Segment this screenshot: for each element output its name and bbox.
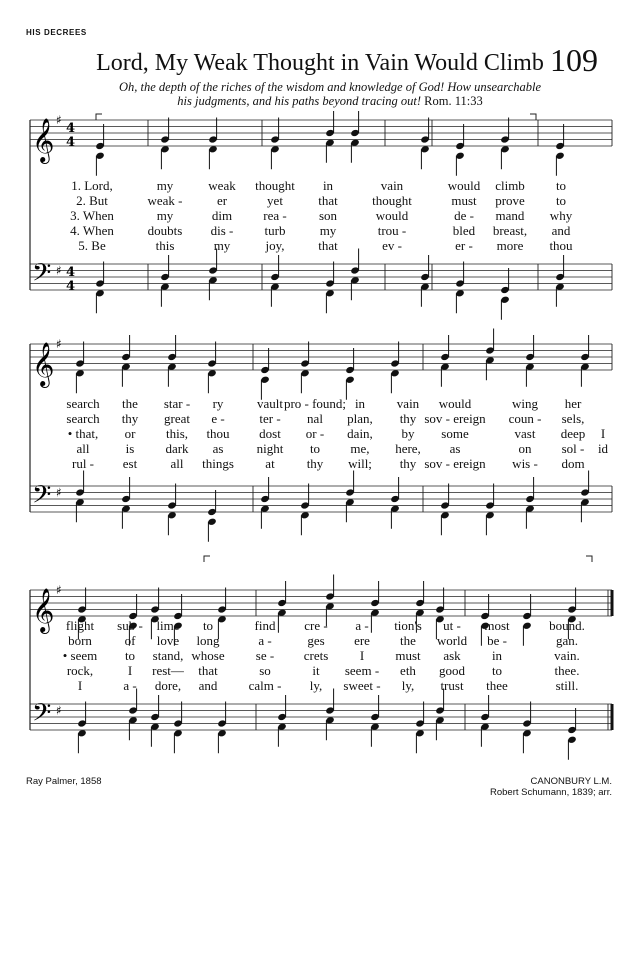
lyric-syllable: ut - xyxy=(443,618,461,633)
lyric-syllable: me, xyxy=(350,441,370,456)
lyric-syllable: my xyxy=(213,238,231,253)
lyric-syllable: climb xyxy=(495,178,525,193)
treble-clef-icon: 𝄞 xyxy=(32,342,55,386)
lyric-syllable: at xyxy=(265,456,275,471)
lyric-syllable: the xyxy=(400,633,416,648)
lyric-syllable: so xyxy=(259,663,271,678)
lyric-syllable: her xyxy=(564,396,582,411)
lyric-syllable: est xyxy=(122,456,138,471)
phrase-start-bracket xyxy=(96,114,102,120)
lyric-syllable: pro - found; xyxy=(283,396,347,411)
lyric-syllable: long xyxy=(196,633,220,648)
lyric-syllable: wis - xyxy=(512,456,538,471)
lyric-syllable: gan. xyxy=(555,633,579,648)
sharp-key-signature-icon: ♯ xyxy=(56,113,62,127)
lyric-syllable: coun - xyxy=(508,411,542,426)
lyric-syllable: dark xyxy=(165,441,189,456)
lyric-syllable: dore, xyxy=(154,678,182,693)
tune-credit xyxy=(490,776,612,798)
lyric-syllable: son xyxy=(318,208,338,223)
lyric-syllable: lime xyxy=(156,618,180,633)
lyric-syllable: thee. xyxy=(554,663,580,678)
lyric-syllable: er xyxy=(216,193,228,208)
lyric-syllable: to xyxy=(202,618,214,633)
epigraph-line-2-text: his judgments, and his paths beyond tracing out! xyxy=(177,94,422,108)
lyric-syllable: or - xyxy=(305,426,325,441)
phrase-end-bracket xyxy=(586,556,592,562)
lyric-syllable: is xyxy=(125,441,135,456)
lyric-syllable: crets xyxy=(303,648,329,663)
lyric-syllable: to xyxy=(124,648,136,663)
lyric-syllable: thou xyxy=(549,238,573,253)
lyric-syllable: e - xyxy=(211,411,225,426)
author-credit: Ray Palmer, 1858 xyxy=(26,776,102,787)
lyric-syllable: dim xyxy=(211,208,233,223)
treble-clef-icon: 𝄞 xyxy=(32,118,55,162)
lyric-syllable: some xyxy=(441,426,469,441)
lyric-syllable: thy xyxy=(399,456,417,471)
lyric-syllable: or xyxy=(124,426,136,441)
hymn-number: 109 xyxy=(550,42,598,78)
lyric-syllable: trust xyxy=(440,678,464,693)
lyric-syllable: born xyxy=(68,633,92,648)
lyric-syllable: more xyxy=(496,238,524,253)
sharp-key-signature-icon: ♯ xyxy=(56,583,62,597)
lyric-syllable: must xyxy=(395,648,421,663)
lyric-syllable: to xyxy=(309,441,321,456)
lyric-syllable: my xyxy=(319,223,337,238)
lyric-syllable: here, xyxy=(395,441,421,456)
lyric-syllable: dain, xyxy=(347,426,373,441)
sharp-key-signature-icon: ♯ xyxy=(56,485,62,500)
phrase-start-bracket xyxy=(204,556,210,562)
lyric-syllable: rest— xyxy=(152,663,184,678)
lyric-syllable: sels, xyxy=(561,411,585,426)
lyric-syllable: must xyxy=(451,193,477,208)
lyric-syllable: still. xyxy=(555,678,579,693)
lyric-syllable: star - xyxy=(163,396,191,411)
lyric-syllable: my xyxy=(156,178,174,193)
lyric-syllable: thy xyxy=(306,456,324,471)
lyric-syllable: cre - xyxy=(304,618,328,633)
lyric-syllable: would xyxy=(438,396,472,411)
composer-credit: Robert Schumann, 1839; arr. xyxy=(490,787,612,798)
lyric-syllable: deep xyxy=(560,426,586,441)
time-signature-bottom: 4 xyxy=(66,279,76,294)
lyric-syllable: I xyxy=(77,678,83,693)
lyric-syllable: ere xyxy=(354,633,370,648)
lyric-syllable: weak - xyxy=(147,193,183,208)
lyric-syllable: that xyxy=(318,238,338,253)
lyric-syllable: a - xyxy=(123,678,137,693)
phrase-end-bracket xyxy=(530,114,536,120)
lyric-syllable: my xyxy=(156,208,174,223)
lyric-syllable: trou - xyxy=(377,223,407,238)
lyric-syllable: all xyxy=(76,441,90,456)
lyric-syllable: and xyxy=(198,678,218,693)
lyric-syllable: on xyxy=(518,441,532,456)
lyric-syllable: yet xyxy=(267,193,283,208)
lyric-syllable: search xyxy=(66,411,100,426)
lyric-syllable: de - xyxy=(454,208,474,223)
lyric-syllable: search xyxy=(66,396,100,411)
lyric-syllable: id xyxy=(597,441,609,456)
lyric-syllable: ev - xyxy=(382,238,402,253)
lyric-syllable: whose xyxy=(191,648,225,663)
lyric-syllable: dis - xyxy=(210,223,234,238)
lyric-syllable: bound. xyxy=(549,618,585,633)
lyric-syllable: the xyxy=(122,396,138,411)
lyric-syllable: doubts xyxy=(147,223,183,238)
lyric-syllable: ter - xyxy=(259,411,281,426)
lyric-syllable: that xyxy=(198,663,218,678)
lyric-syllable: seem - xyxy=(344,663,380,678)
lyric-syllable: all xyxy=(170,456,184,471)
lyric-syllable: vain. xyxy=(554,648,580,663)
lyric-syllable: a - xyxy=(355,618,369,633)
lyric-syllable: thee xyxy=(486,678,508,693)
lyric-syllable: 4. When xyxy=(70,223,114,238)
lyric-syllable: and xyxy=(551,223,571,238)
lyric-syllable: joy, xyxy=(265,238,285,253)
epigraph-line-1: Oh, the depth of the riches of the wisdom and knowledge of God! How unsearchable xyxy=(118,80,542,94)
lyric-syllable: I xyxy=(127,663,133,678)
lyric-syllable: ges xyxy=(307,633,325,648)
lyric-syllable: vault xyxy=(257,396,283,411)
lyric-syllable: as xyxy=(212,441,224,456)
lyric-syllable: sol - xyxy=(561,441,585,456)
lyric-syllable: ask xyxy=(443,648,461,663)
lyric-syllable: prove xyxy=(495,193,525,208)
lyric-syllable: se - xyxy=(255,648,275,663)
lyric-syllable: world xyxy=(436,633,468,648)
tune-name: CANONBURY L.M. xyxy=(530,776,612,787)
lyric-syllable: love xyxy=(156,633,180,648)
lyric-syllable: to xyxy=(555,178,567,193)
lyric-syllable: why xyxy=(549,208,573,223)
lyric-syllable: great xyxy=(164,411,190,426)
lyric-syllable: calm - xyxy=(248,678,282,693)
lyric-syllable: most xyxy=(484,618,510,633)
sharp-key-signature-icon: ♯ xyxy=(56,337,62,351)
time-signature-top: 4 xyxy=(66,265,76,280)
lyric-syllable: thought xyxy=(255,178,295,193)
lyric-syllable: I xyxy=(600,426,606,441)
lyric-syllable: rock, xyxy=(66,663,94,678)
bass-clef-icon: 𝄢 xyxy=(32,258,52,294)
lyric-syllable: plan, xyxy=(347,411,373,426)
lyric-syllable: wing xyxy=(512,396,538,411)
lyric-syllable: to xyxy=(555,193,567,208)
lyric-syllable: thou xyxy=(206,426,230,441)
lyric-syllable: thy xyxy=(399,411,417,426)
lyric-syllable: weak xyxy=(208,178,236,193)
lyric-syllable: turb xyxy=(264,223,286,238)
lyric-syllable: in xyxy=(322,178,334,193)
lyric-syllable: rul - xyxy=(71,456,95,471)
bass-clef-icon: 𝄢 xyxy=(32,480,52,516)
lyric-syllable: 2. But xyxy=(76,193,108,208)
lyric-syllable: bled xyxy=(452,223,476,238)
lyric-syllable: sub - xyxy=(117,618,143,633)
lyric-syllable: this xyxy=(155,238,175,253)
sharp-key-signature-icon: ♯ xyxy=(56,263,62,278)
lyric-syllable: • that, xyxy=(67,426,99,441)
lyric-syllable: stand, xyxy=(152,648,184,663)
lyric-syllable: ry xyxy=(212,396,224,411)
lyric-syllable: that xyxy=(318,193,338,208)
lyric-syllable: of xyxy=(124,633,136,648)
lyric-syllable: ly, xyxy=(309,678,323,693)
lyric-syllable: will; xyxy=(348,456,372,471)
lyric-syllable: 1. Lord, xyxy=(71,178,113,193)
lyric-syllable: dost xyxy=(259,426,281,441)
lyric-syllable: sweet - xyxy=(343,678,381,693)
lyric-syllable: in xyxy=(491,648,503,663)
time-signature-top: 4 xyxy=(66,121,76,136)
lyric-syllable: sov - ereign xyxy=(424,411,486,426)
lyric-syllable: things xyxy=(202,456,234,471)
scripture-reference: Rom. 11:33 xyxy=(424,94,483,108)
lyric-syllable: would xyxy=(375,208,409,223)
lyric-syllable: • seem xyxy=(62,648,98,663)
lyric-syllable: night xyxy=(256,441,284,456)
lyric-syllable: vain xyxy=(380,178,404,193)
lyric-syllable: sov - ereign xyxy=(424,456,486,471)
hymn-title: Lord, My Weak Thought in Vain Would Climb xyxy=(96,50,544,76)
lyric-syllable: to xyxy=(491,663,503,678)
lyric-syllable: thought xyxy=(372,193,412,208)
section-label: HIS DECREES xyxy=(26,28,87,37)
lyric-syllable: eth xyxy=(400,663,416,678)
lyric-syllable: flight xyxy=(65,618,95,633)
lyric-syllable: ly, xyxy=(401,678,415,693)
lyric-syllable: good xyxy=(439,663,465,678)
lyric-syllable: dom xyxy=(561,456,585,471)
lyric-syllable: in xyxy=(354,396,366,411)
lyric-syllable: vast xyxy=(514,426,536,441)
lyric-syllable: a - xyxy=(258,633,272,648)
lyric-syllable: it xyxy=(312,663,320,678)
lyric-syllable: er - xyxy=(455,238,473,253)
lyric-syllable: 3. When xyxy=(70,208,114,223)
lyric-syllable: tion's xyxy=(394,618,422,633)
lyric-syllable: would xyxy=(447,178,481,193)
sharp-key-signature-icon: ♯ xyxy=(56,703,62,718)
lyric-syllable: mand xyxy=(495,208,525,223)
lyric-syllable: I xyxy=(359,648,365,663)
lyric-syllable: by xyxy=(401,426,415,441)
lyric-syllable: 5. Be xyxy=(78,238,106,253)
lyric-syllable: nal xyxy=(307,411,323,426)
bass-clef-icon: 𝄢 xyxy=(32,698,52,734)
lyric-syllable: as xyxy=(449,441,461,456)
lyric-syllable: breast, xyxy=(492,223,528,238)
treble-clef-icon: 𝄞 xyxy=(32,588,55,632)
lyric-syllable: vain xyxy=(396,396,420,411)
time-signature-bottom: 4 xyxy=(66,135,76,150)
lyric-syllable: be - xyxy=(487,633,507,648)
lyric-syllable: find xyxy=(254,618,276,633)
lyric-syllable: this, xyxy=(165,426,189,441)
lyric-syllable: thy xyxy=(121,411,139,426)
lyric-syllable: rea - xyxy=(263,208,287,223)
